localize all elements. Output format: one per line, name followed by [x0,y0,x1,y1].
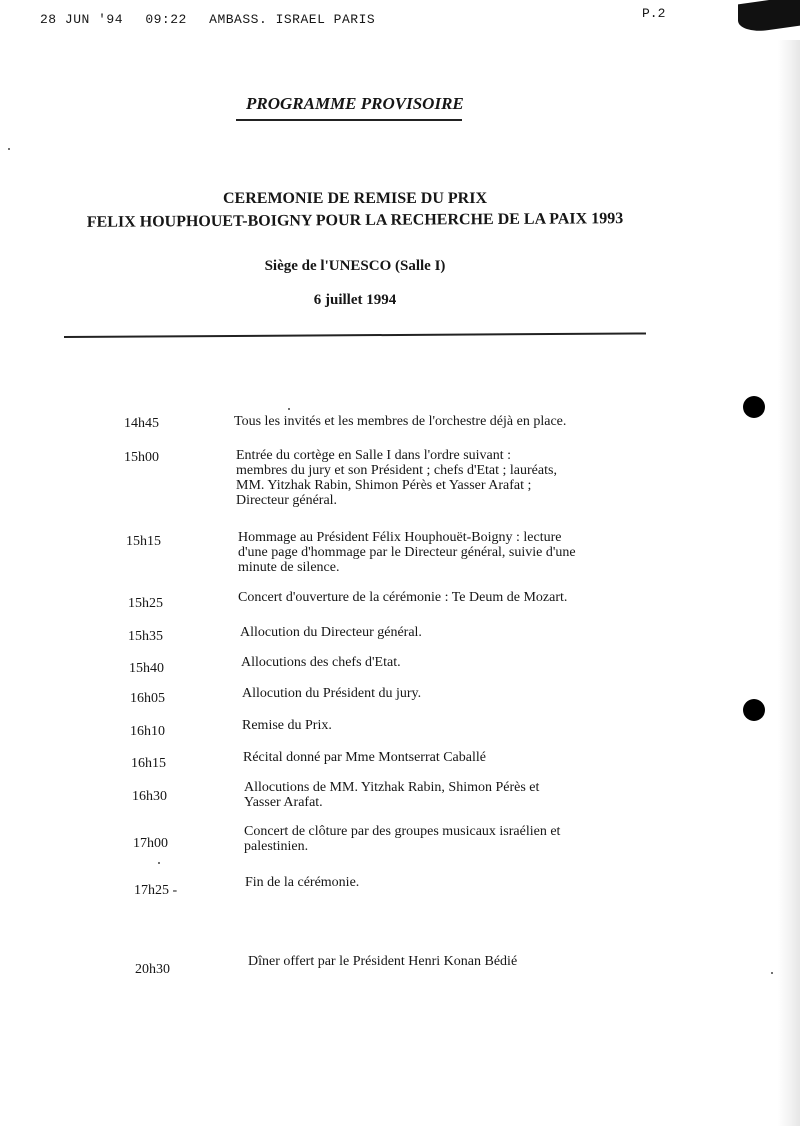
schedule-description [236,448,666,508]
schedule-description [238,530,668,575]
schedule-description-line: Directeur général. [236,493,338,508]
ceremony-title-line: CEREMONIE DE REMISE DU PRIX [222,190,488,207]
schedule-description [234,414,664,429]
schedule-description-line: palestinien. [244,839,309,854]
schedule-description [240,625,670,640]
schedule-description [248,954,678,969]
schedule-description-line: Dîner offert par le Président Henri Konan Bédié [248,954,518,969]
schedule-time: 17h00 [133,836,168,851]
program-label: PROGRAMME PROVISOIRE [246,94,464,113]
schedule-description-line: minute de silence. [238,560,340,575]
schedule-description [242,686,672,701]
schedule-description-line: Concert de clôture par des groupes musicaux israélien et [244,824,561,839]
fax-date: 28 JUN '94 [40,12,124,27]
schedule-description-line: Hommage au Président Félix Houphouët-Boigny : lecture [238,530,562,545]
schedule-description-line: Entrée du cortège en Salle I dans l'ordre suivant : [236,448,512,463]
ceremony-title-line: FELIX HOUPHOUET-BOIGNY POUR LA RECHERCHE DE LA PAIX 1993 [86,210,624,231]
scan-speck [158,862,160,864]
scan-speck [8,148,10,150]
schedule-description-line: d'une page d'hommage par le Directeur général, suivie d'une [238,545,576,560]
schedule-time: 15h00 [124,450,159,465]
schedule-description [241,655,671,670]
schedule-time: 15h15 [126,534,161,549]
schedule-description-line: Allocution du Directeur général. [240,625,422,640]
fax-page-number: P.2 [642,6,666,21]
schedule-time: 15h40 [129,661,164,676]
schedule-description-line: Concert d'ouverture de la cérémonie : Te Deum de Mozart. [238,590,568,605]
schedule-time: 17h25 - [134,883,178,898]
schedule-description-line: Récital donné par Mme Montserrat Caballé [243,750,486,765]
schedule-description-line: Allocution du Président du jury. [242,686,422,701]
schedule-time: 16h05 [130,691,165,706]
schedule-time: 16h10 [130,724,165,739]
schedule-description-line: Allocutions des chefs d'Etat. [241,655,401,670]
binder-hole [743,699,765,721]
schedule-description-line: Allocutions de MM. Yitzhak Rabin, Shimon Pérès et [244,780,540,795]
schedule-description [245,875,675,890]
schedule-time: 16h15 [131,756,166,771]
schedule-description-line: Yasser Arafat. [244,795,323,810]
binder-hole [743,396,765,418]
fax-time: 09:22 [145,12,187,27]
fax-sender: AMBASS. ISRAEL PARIS [209,12,376,27]
schedule-description [243,750,673,765]
scan-speck [771,972,773,974]
schedule-description [244,780,674,810]
schedule-description-line: Remise du Prix. [242,718,332,733]
schedule-description-line: membres du jury et son Président ; chefs d'Etat ; lauréats, [236,463,557,478]
schedule-description-line: Tous les invités et les membres de l'orchestre déjà en place. [234,414,567,429]
schedule-description [238,590,668,605]
schedule-time: 20h30 [135,962,170,977]
schedule-time: 15h25 [128,596,163,611]
event-date: 6 juillet 1994 [313,292,397,308]
venue: Siège de l'UNESCO (Salle I) [264,258,446,274]
schedule-description [244,824,674,854]
schedule-description [242,718,672,733]
schedule-description-line: Fin de la cérémonie. [245,875,360,890]
schedule-description-line: MM. Yitzhak Rabin, Shimon Pérès et Yasser Arafat ; [236,478,532,493]
schedule-time: 14h45 [124,416,159,431]
scan-speck [288,408,290,410]
schedule-time: 15h35 [128,629,163,644]
schedule-time: 16h30 [132,789,167,804]
